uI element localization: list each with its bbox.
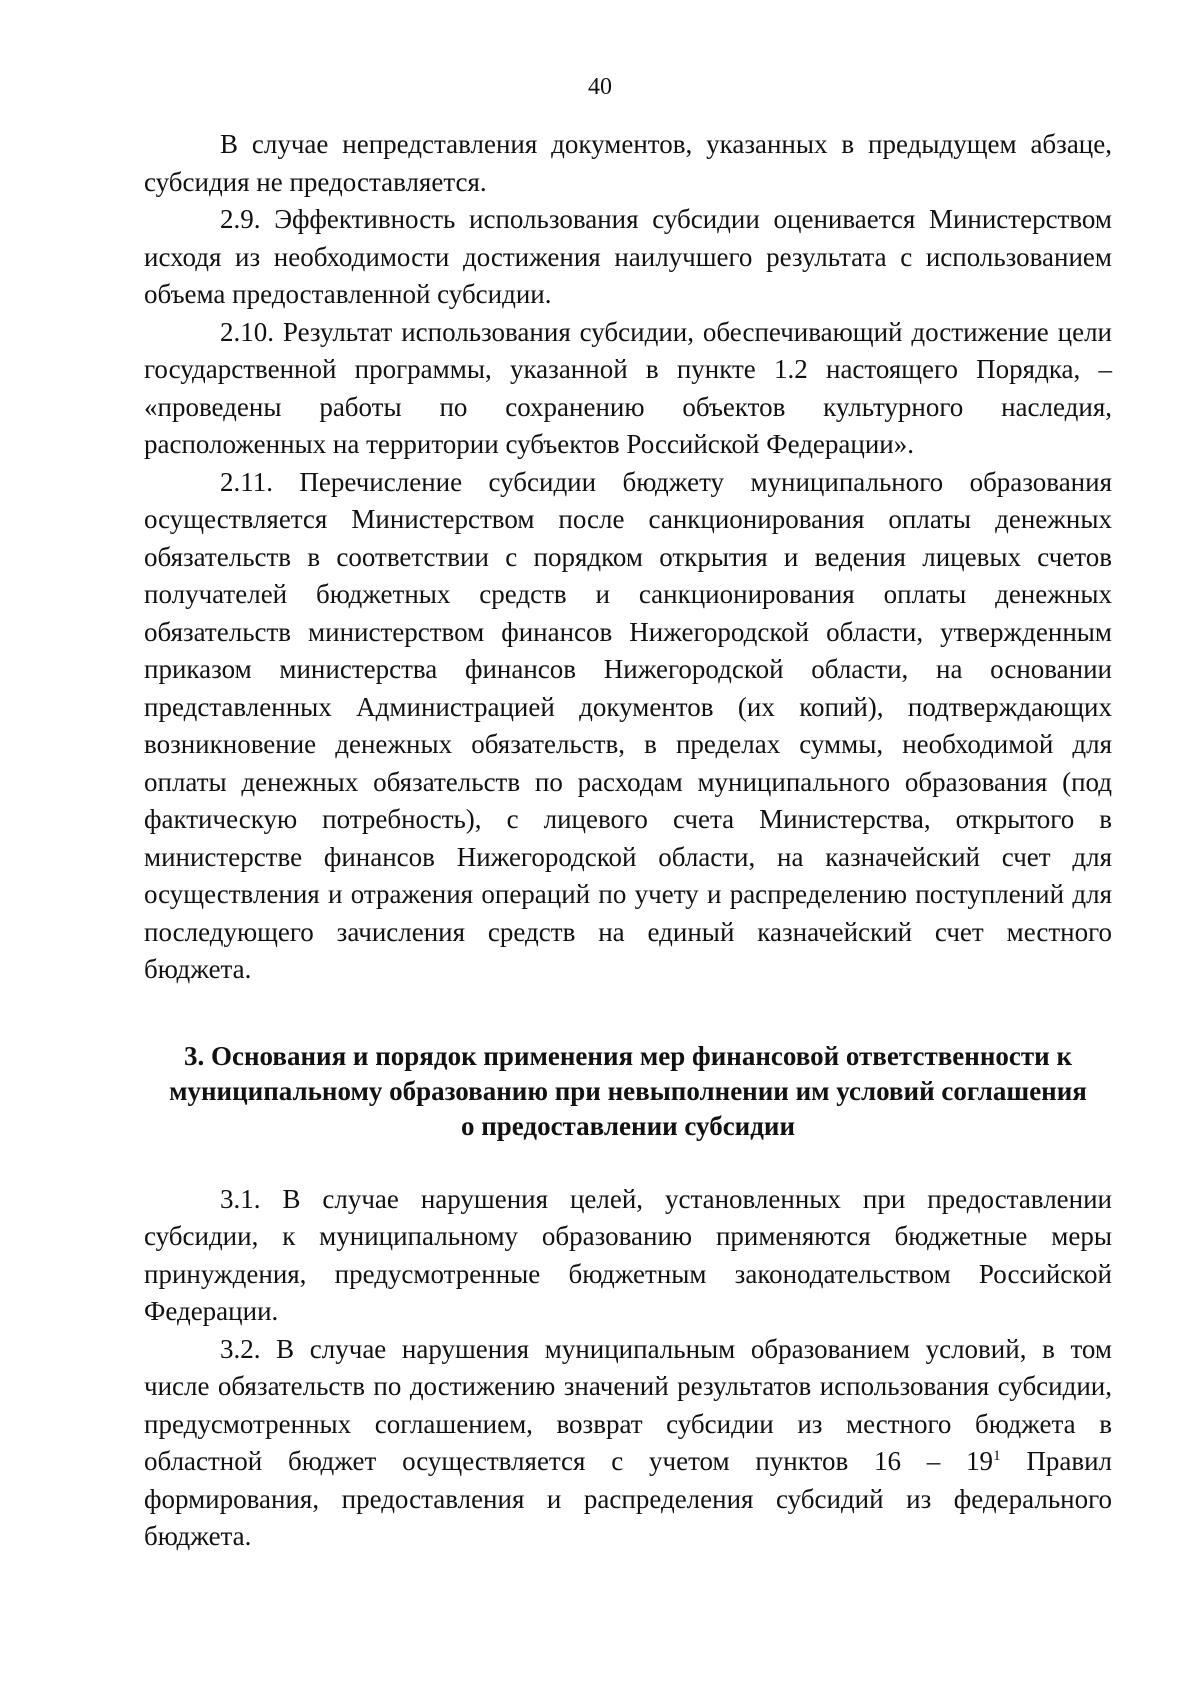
superscript-footnote-mark: 1 xyxy=(993,1448,1001,1464)
section-3-heading-line-1: 3. Основания и порядок применения мер финансовой ответственности к xyxy=(184,1040,1072,1071)
page-number: 40 xyxy=(588,74,612,100)
document-body xyxy=(144,126,1112,1556)
paragraph-3-2-text-start: 3.2. В случае нарушения муниципальным образованием условий, в том числе обязательств по достижению значений результатов использования субсидии, предусмотренных соглашением, возврат субсидии из местного бюджета в областной бюджет осуществляется с учетом пунктов 16 – 19 xyxy=(144,1333,1112,1476)
paragraph-3-2 xyxy=(144,1331,1112,1556)
paragraph-2-10: 2.10. Результат использования субсидии, обеспечивающий достижение цели государственной программы, указанной в пункте 1.2 настоящего Порядка, – «проведены работы по сохранению объектов культурного наследия, расположенных на территории субъектов Российской Федерации». xyxy=(144,316,1112,459)
paragraph-documents-not-submitted: В случае непредставления документов, указанных в предыдущем абзаце, субсидия не предоставляется. xyxy=(144,129,1112,197)
section-3-heading-line-2: муниципальному образованию при невыполнении им условий соглашения xyxy=(169,1075,1087,1106)
section-3-heading xyxy=(144,1039,1112,1144)
section-3-heading-line-3: о предоставлении субсидии xyxy=(460,1110,796,1141)
paragraph-2-11: 2.11. Перечисление субсидии бюджету муниципального образования осуществляется Министерством после санкционирования оплаты денежных обязательств в соответствии с порядком открытия и ведения лицевых счетов получателей бюджетных средств и санкционирования оплаты денежных обязательств министерством финансов Нижегородской области, утвержденным приказом министерства финансов Нижегородской области, на основании представленных Администрацией документов (их копий), подтверждающих возникновение денежных обязательств, в пределах суммы, необходимой для оплаты денежных обязательств по расходам муниципального образования (под фактическую потребность), с лицевого счета Министерства, открытого в министерстве финансов Нижегородской области, на казначейский счет для осуществления и отражения операций по учету и распределению поступлений для последующего зачисления средств на единый казначейский счет местного бюджета. xyxy=(144,466,1112,984)
paragraph-3-1: 3.1. В случае нарушения целей, установленных при предоставлении субсидии, к муниципальному образованию применяются бюджетные меры принуждения, предусмотренные бюджетным законодательством Российской Федерации. xyxy=(144,1183,1112,1326)
paragraph-2-9: 2.9. Эффективность использования субсидии оценивается Министерством исходя из необходимости достижения наилучшего результата с использованием объема предоставленной субсидии. xyxy=(144,204,1112,309)
paragraph-3-2-text-end: Правил формирования, предоставления и распределения субсидий из федерального бюджета. xyxy=(144,1446,1112,1551)
